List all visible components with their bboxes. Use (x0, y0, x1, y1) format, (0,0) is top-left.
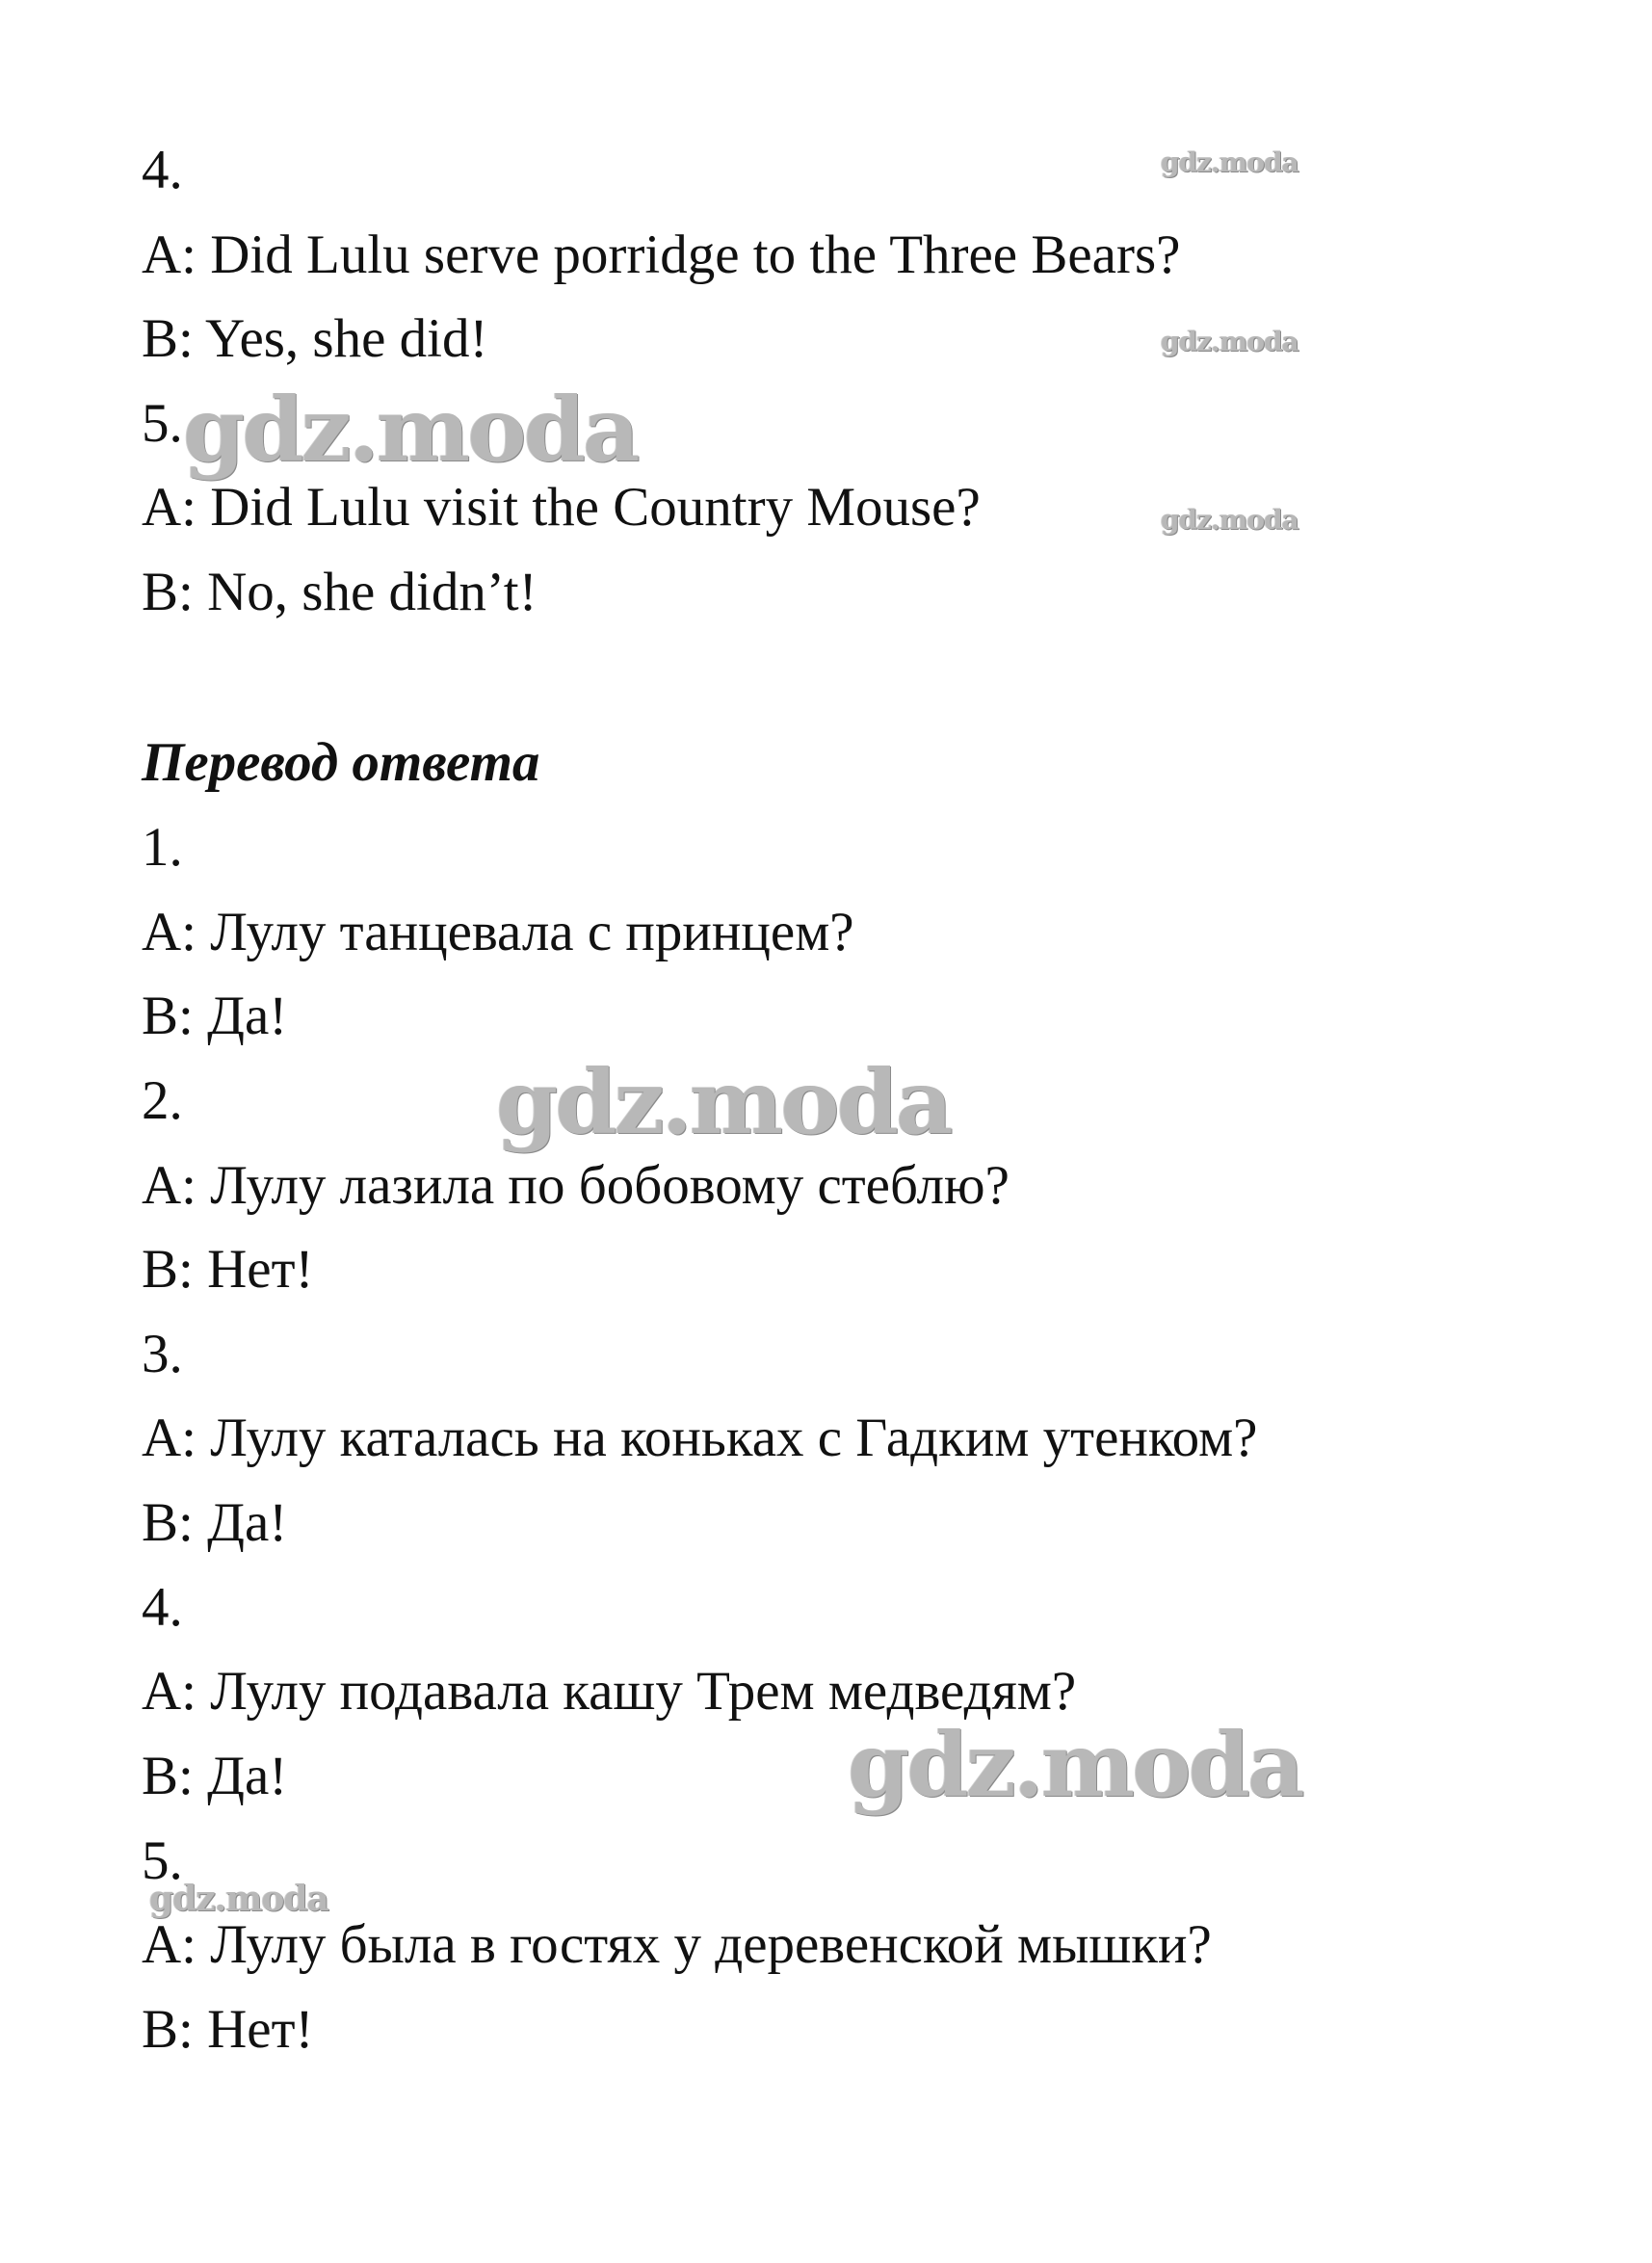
watermark: gdz.moda (183, 378, 638, 482)
question-line: A: Лулу была в гостях у деревенской мышки? (142, 1914, 1212, 1975)
question-line: A: Лулу лазила по бобовому стеблю? (142, 1155, 1010, 1216)
item-number: 3. (142, 1324, 183, 1384)
answer-line: B: Да! (142, 986, 288, 1046)
question-line: A: Лулу каталась на коньках с Гадким утенком? (142, 1408, 1258, 1468)
watermark: gdz.moda (149, 1879, 328, 1919)
answer-line: B: Да! (142, 1746, 288, 1806)
answer-line: B: Нет! (142, 1999, 314, 2060)
question-line: A: Did Lulu serve porridge to the Three Bears? (142, 224, 1181, 285)
item-number: 2. (142, 1070, 183, 1131)
question-line: A: Лулу танцевала с принцем? (142, 902, 854, 962)
item-number: 1. (142, 817, 183, 878)
watermark: gdz.moda (1161, 326, 1298, 357)
item-number: 4. (142, 140, 183, 200)
answer-line: B: Нет! (142, 1239, 314, 1300)
watermark: gdz.moda (848, 1713, 1302, 1817)
answer-line: B: Да! (142, 1492, 288, 1553)
translation-heading: Перевод ответа (142, 732, 540, 793)
item-number: 5. (142, 1830, 183, 1891)
watermark: gdz.moda (1161, 146, 1298, 178)
item-number: 5. (142, 393, 183, 454)
watermark: gdz.moda (1161, 504, 1298, 536)
question-line: A: Did Lulu visit the Country Mouse? (142, 477, 981, 538)
answer-line: B: No, she didn’t! (142, 562, 538, 622)
answer-line: B: Yes, she did! (142, 308, 488, 369)
question-line: A: Лулу подавала кашу Трем медведям? (142, 1661, 1077, 1722)
item-number: 4. (142, 1577, 183, 1638)
watermark: gdz.moda (496, 1050, 951, 1154)
